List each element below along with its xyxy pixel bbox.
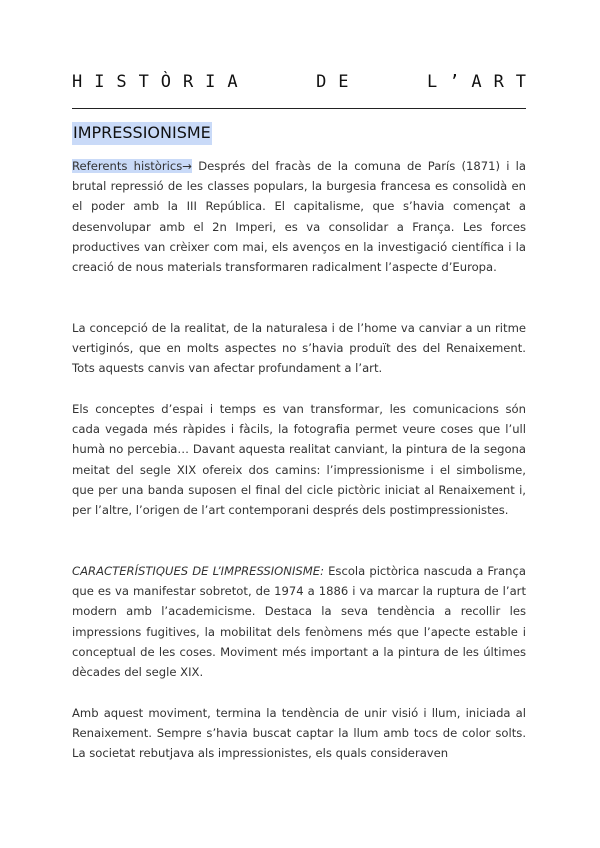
title-letter: D: [316, 72, 327, 92]
section-heading: IMPRESSIONISME: [72, 122, 212, 145]
title-letter: Ò: [160, 72, 171, 92]
title-letter: T: [138, 72, 149, 92]
title-letter: A: [471, 72, 482, 92]
title-letter: L: [427, 72, 438, 92]
title-letter: S: [116, 72, 127, 92]
title-letter: [250, 72, 260, 92]
title-letter: A: [227, 72, 238, 92]
title-letter: [405, 72, 415, 92]
paragraph-light-and-vision: Amb aquest moviment, termina la tendència de unir visió i llum, iniciada al Renaixement. Sempre s’havia buscat captar la llum amb tocs de color solts. La societat rebutjava als impressionistes, els quals consideraven: [72, 706, 526, 761]
title-letter: [360, 72, 370, 92]
paragraph-characteristics: [72, 561, 526, 682]
title-letter: R: [182, 72, 194, 92]
paragraph-conception-of-reality: La concepció de la realitat, de la naturalesa i de l’home va canviar a un ritme vertiginós, que en molts aspectes no s’havia produït des del Renaixement. Tots aquests canvis van afectar profundament a l’art.: [72, 321, 526, 376]
title-letter: I: [94, 72, 105, 92]
title-letter: [294, 72, 304, 92]
characteristics-label: CARACTERÍSTIQUES DE L’IMPRESSIONISME:: [72, 564, 324, 578]
historical-references-label: Referents històrics→: [72, 159, 193, 173]
paragraph-space-and-time: Els conceptes d’espai i temps es van transformar, les comunicacions són cada vegada més ràpides i fàcils, la fotografia permet veure coses que l’ull humà no percebia… Davant aquesta realitat canviant, la pintura de la segona meitat del segle XIX ofereix dos camins: l’impressionisme i el simbolisme, que per una banda suposen el final del cicle pictòric iniciat al Renaixement i, per l’altre, l’origen de l’art contemporani després dels postimpressionistes.: [72, 402, 526, 518]
title-divider: [72, 108, 526, 109]
title-letter: E: [338, 72, 349, 92]
title-letter: T: [515, 72, 526, 92]
historical-references-text: Després del fracàs de la comuna de París (1871) i la brutal repressió de les classes populars, la burgesia francesa es consolidà en el poder amb la III República. El capitalisme, que s’havia començat a desenvolupar amb el 2n Imperi, es va consolidar a França. Les forces productives van crèixer com mai, els avenços en la investigació científica i la creació de nous materials transformaren radicalment l’aspecte d’Europa.: [72, 159, 526, 275]
document-title: [72, 72, 526, 92]
title-letter: [383, 72, 393, 92]
title-letter: I: [205, 72, 216, 92]
title-letter: R: [493, 72, 504, 92]
title-letter: H: [72, 72, 83, 92]
paragraph-historical-references: [72, 156, 526, 277]
title-letter: ’: [449, 72, 460, 92]
title-letter: [272, 72, 282, 92]
characteristics-text: Escola pictòrica nascuda a França que es va manifestar sobretot, de 1974 a 1886 i va marcar la ruptura de l’art modern amb l’academicisme. Destaca la seva tendència a recollir les impressions fugitives, la mobilitat dels fenòmens més que l’apecte estable i conceptual de les coses. Moviment més important a la pintura de les últimes dècades del segle XIX.: [72, 564, 526, 680]
